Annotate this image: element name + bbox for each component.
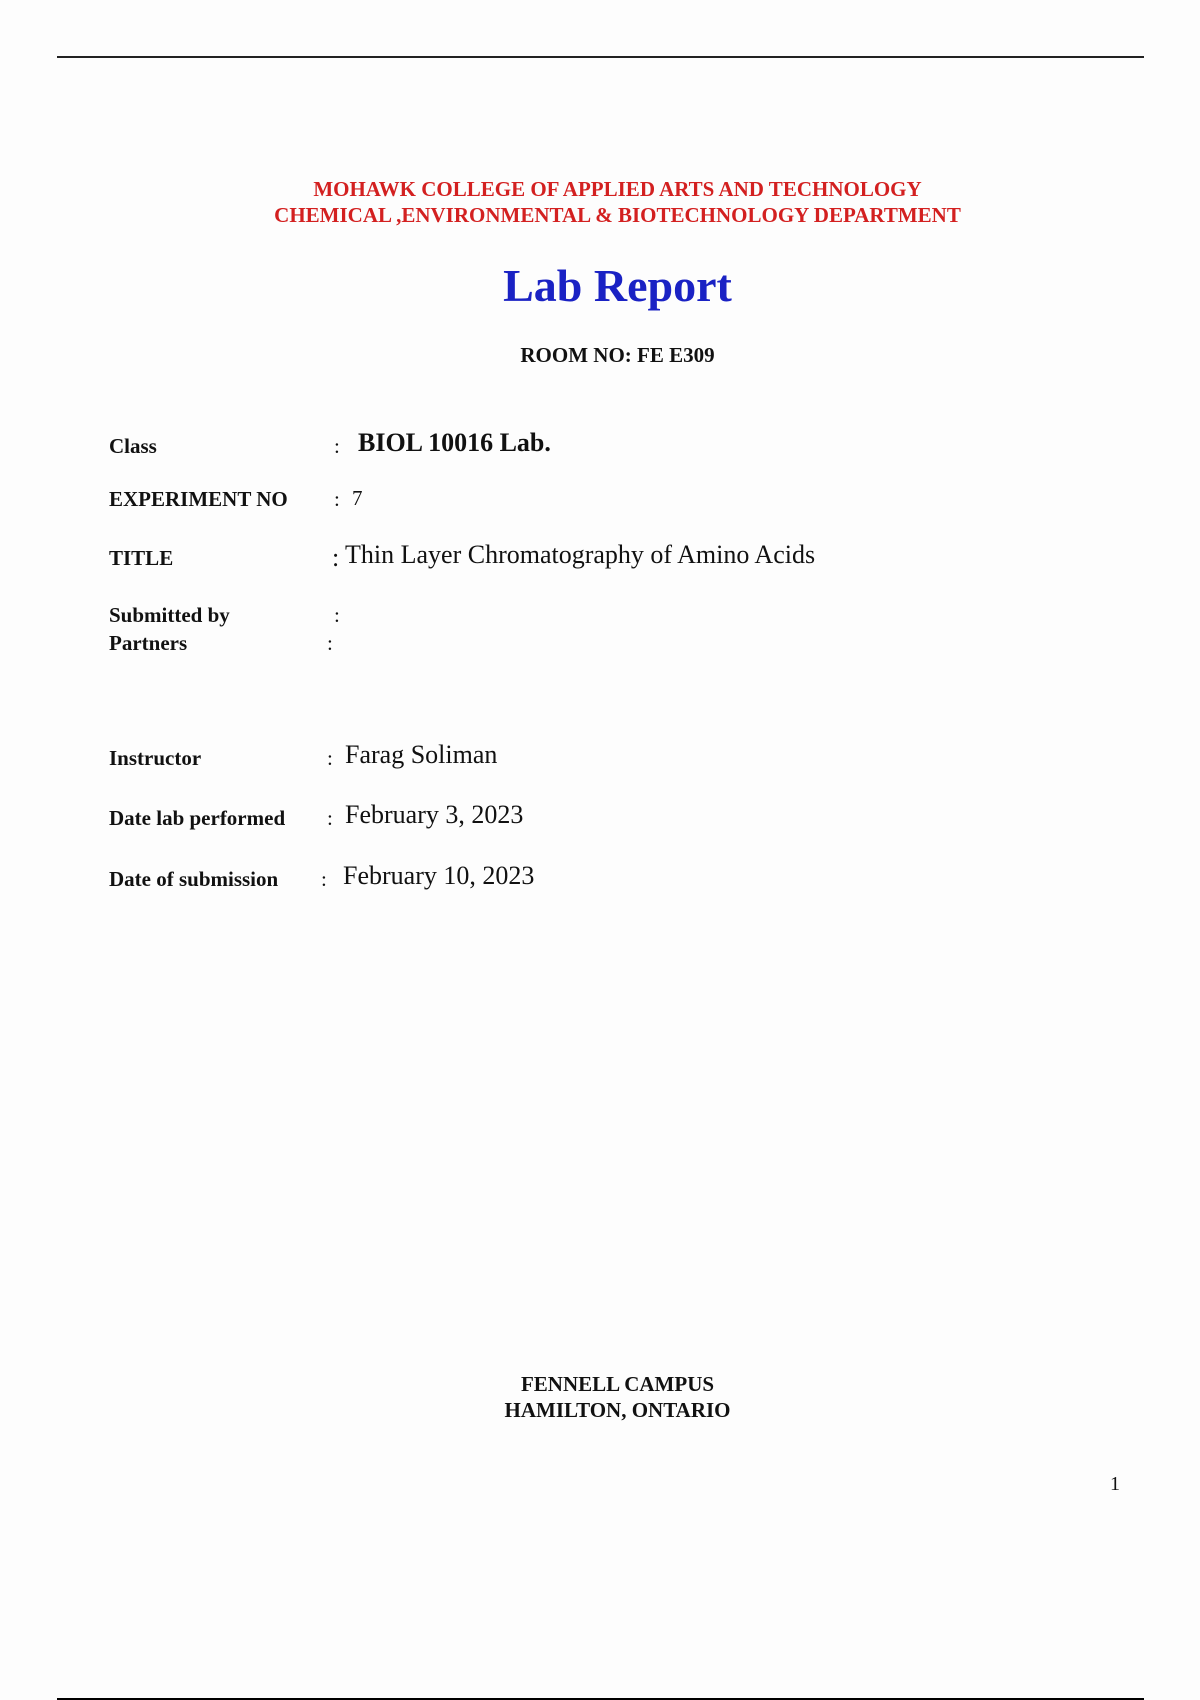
field-value: February 10, 2023 <box>343 861 535 890</box>
field-separator: : <box>327 631 333 655</box>
document-title: Lab Report <box>503 260 732 311</box>
field-separator: : <box>334 434 340 458</box>
field-label: Instructor <box>109 746 202 770</box>
field-separator: : <box>321 867 327 891</box>
field-separator: : <box>332 543 340 572</box>
field-label: Class <box>109 434 157 458</box>
campus-name: FENNELL CAMPUS <box>520 1372 715 1396</box>
field-value: February 3, 2023 <box>345 800 524 829</box>
field-label: Partners <box>109 631 188 655</box>
field-label: EXPERIMENT NO <box>109 487 288 511</box>
field-value: BIOL 10016 Lab. <box>358 428 551 457</box>
top-rule <box>57 56 1144 58</box>
field-value: Farag Soliman <box>345 740 498 769</box>
room-number: ROOM NO: FE E309 <box>520 343 715 367</box>
field-separator: : <box>327 746 333 770</box>
department-name: CHEMICAL ,ENVIRONMENTAL & BIOTECHNOLOGY DEPARTMENT <box>274 203 961 227</box>
field-value: 7 <box>352 486 363 510</box>
field-separator: : <box>334 603 340 627</box>
page-number: 1 <box>1110 1473 1120 1495</box>
field-separator: : <box>327 806 333 830</box>
field-label: TITLE <box>109 546 174 570</box>
institution-name: MOHAWK COLLEGE OF APPLIED ARTS AND TECHNOLOGY <box>313 177 922 201</box>
field-separator: : <box>334 487 340 511</box>
campus-location: HAMILTON, ONTARIO <box>504 1398 731 1422</box>
field-value: Thin Layer Chromatography of Amino Acids <box>345 540 816 569</box>
field-label: Date of submission <box>109 867 279 891</box>
field-label: Submitted by <box>109 603 230 627</box>
campus-footer <box>0 1371 1200 1423</box>
institution-header <box>0 176 1200 228</box>
field-label: Date lab performed <box>109 806 286 830</box>
